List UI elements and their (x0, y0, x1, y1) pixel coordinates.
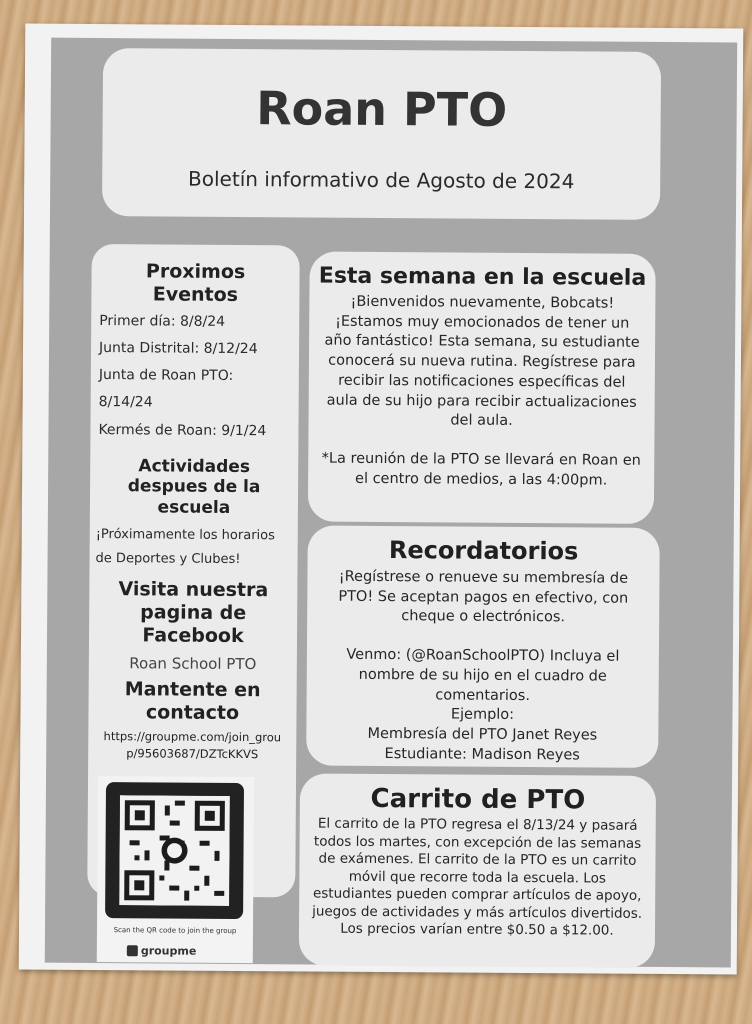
qr-code[interactable] (105, 782, 244, 919)
reminders-heading: Recordatorios (388, 536, 579, 566)
facebook-heading: Visita nuestra pagina de Facebook (118, 578, 269, 647)
this-week-text: ¡Bienvenidos nuevamente, Bobcats! ¡Estamos muy emocionados de tener un año fantástico! Esta semana, su estudiante conocerá su nueva rutina. Regístrese para recibir las notificaciones específicas del aula de su hijo para recibir actualizaciones del aula. (324, 293, 640, 430)
this-week-box (308, 251, 656, 523)
reminders-example-label: Ejemplo: (450, 706, 515, 724)
cart-text: El carrito de la PTO regresa el 8/13/24 y pasará todos los martes, con excepción de las semanas de exámenes. El carrito de la PTO es un carrito móvil que recorre toda la escuela. Los estudiantes pueden comprar artículos de apoyo, juegos de actividades y más artículos divertidos. (312, 815, 643, 922)
groupme-icon (127, 945, 138, 956)
header-box (102, 48, 661, 220)
reminders-example-line: Estudiante: Madison Reyes (384, 745, 580, 764)
reminders-box (306, 525, 660, 767)
page-subtitle: Boletín informativo de Agosto de 2024 (188, 166, 575, 194)
flyer-paper (19, 24, 744, 975)
qr-caption: Scan the QR code to join the group (113, 926, 237, 936)
event-item: Primer día: 8/8/24 (99, 312, 226, 330)
groupme-link[interactable] (88, 728, 296, 764)
event-item: Junta Distrital: 8/12/24 (98, 339, 258, 358)
this-week-heading: Esta semana en la escuela (318, 263, 647, 291)
events-heading: Proximos Eventos (145, 260, 246, 306)
cart-box (299, 773, 656, 967)
cart-prices: Los precios varían entre $0.50 a $12.00. (340, 921, 614, 939)
groupme-logo (127, 944, 197, 957)
facebook-page-name[interactable]: Roan School PTO (129, 654, 257, 674)
qr-card (97, 776, 254, 963)
activities-heading: Actividades despues de la escuela (127, 456, 261, 518)
groupme-link-line[interactable]: https://groupme.com/join_grou (103, 729, 282, 745)
groupme-link-line[interactable]: p/95603687/DZTcKKVS (126, 746, 259, 762)
event-item: 8/14/24 (98, 394, 153, 411)
event-item: Junta de Roan PTO: (98, 367, 234, 385)
activities-text: de Deportes y Clubes! (95, 550, 241, 567)
reminders-text: ¡Regístrese o renueve su membresía de PTO! Se aceptan pagos en efectivo, con cheque o electrónicos. (338, 568, 629, 626)
this-week-note: *La reunión de la PTO se llevará en Roan en el centro de medios, a las 4:00pm. (321, 450, 641, 489)
activities-text: ¡Próximamente los horarios (95, 527, 275, 544)
contact-heading: Mantente en contacto (124, 678, 261, 725)
groupme-brand: groupme (140, 944, 197, 958)
cart-heading: Carrito de PTO (370, 783, 586, 816)
page-title: Roan PTO (256, 81, 508, 137)
qr-pattern (119, 795, 230, 906)
event-item: Kermés de Roan: 9/1/24 (98, 421, 267, 439)
reminders-example-line: Membresía del PTO Janet Reyes (367, 725, 598, 744)
reminders-venmo: Venmo: (@RoanSchoolPTO) Incluya el nombre de su hijo en el cuadro de comentarios. (346, 646, 620, 704)
